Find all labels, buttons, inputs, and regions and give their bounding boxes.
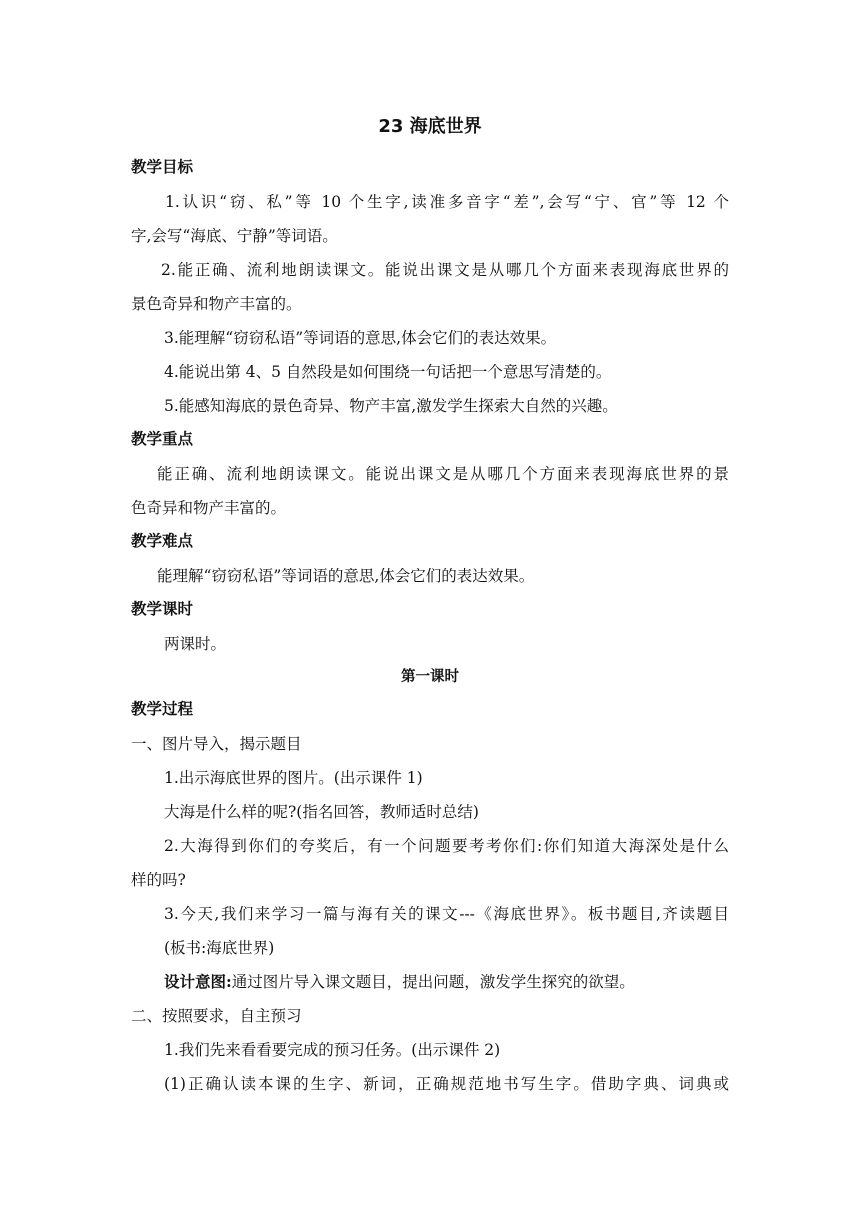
goals-heading: 教学目标: [131, 158, 194, 176]
goal-1-line-2: 字,会写“海底、宁静”等词语。: [131, 227, 338, 245]
hours-heading: 教学课时: [131, 600, 194, 618]
part1-step-2-line-1: 2.大海得到你们的夸奖后，有一个问题要考考你们:你们知道大海深处是什么: [164, 837, 729, 855]
goal-1-line-1: 1.认识“窃、私”等 10 个生字,读准多音字“差”,会写“宁、官”等 12 个: [165, 193, 729, 211]
goal-3: 3.能理解“窃窃私语”等词语的意思,体会它们的表达效果。: [164, 329, 557, 347]
part2-step-1: 1.我们先来看看要完成的预习任务。(出示课件 2): [164, 1041, 501, 1059]
first-lesson-title: 第一课时: [401, 669, 459, 685]
design-intent-text: 通过图片导入课文题目，提出问题，激发学生探究的欲望。: [231, 973, 635, 991]
part1-step-2-line-2: 样的吗?: [131, 871, 186, 889]
goal-2-line-2: 景色奇异和物产丰富的。: [131, 295, 302, 313]
process-heading: 教学过程: [131, 700, 194, 718]
difficulties-heading: 教学难点: [131, 532, 194, 550]
key-points-line-1: 能正确、流利地朗读课文。能说出课文是从哪几个方面来表现海底世界的景: [157, 465, 729, 483]
difficulties-line: 能理解“窃窃私语”等词语的意思,体会它们的表达效果。: [157, 567, 535, 585]
hours-line: 两课时。: [164, 635, 227, 653]
part2-heading: 二、按照要求，自主预习: [131, 1007, 302, 1025]
goal-2-line-1: 2.能正确、流利地朗读课文。能说出课文是从哪几个方面来表现海底世界的: [161, 261, 729, 279]
part2-task-1: (1)正确认读本课的生字、新词，正确规范地书写生字。借助字典、词典或: [164, 1075, 729, 1093]
document-title: 23 海底世界: [378, 116, 482, 137]
key-points-line-2: 色奇异和物产丰富的。: [131, 499, 287, 517]
part1-heading: 一、图片导入，揭示题目: [131, 735, 302, 753]
part1-step-1: 1.出示海底世界的图片。(出示课件 1): [164, 769, 423, 787]
goal-4: 4.能说出第 4、5 自然段是如何围绕一句话把一个意思写清楚的。: [164, 363, 612, 381]
key-points-heading: 教学重点: [131, 430, 194, 448]
part1-step-3-line-2: (板书:海底世界): [164, 939, 275, 957]
design-intent: [164, 972, 635, 992]
part1-question: 大海是什么样的呢?(指名回答，教师适时总结): [164, 803, 479, 821]
design-intent-label: 设计意图:: [164, 972, 232, 991]
part1-step-3-line-1: 3.今天,我们来学习一篇与海有关的课文---《海底世界》。板书题目,齐读题目: [164, 905, 729, 923]
goal-5: 5.能感知海底的景色奇异、物产丰富,激发学生探索大自然的兴趣。: [164, 397, 618, 415]
